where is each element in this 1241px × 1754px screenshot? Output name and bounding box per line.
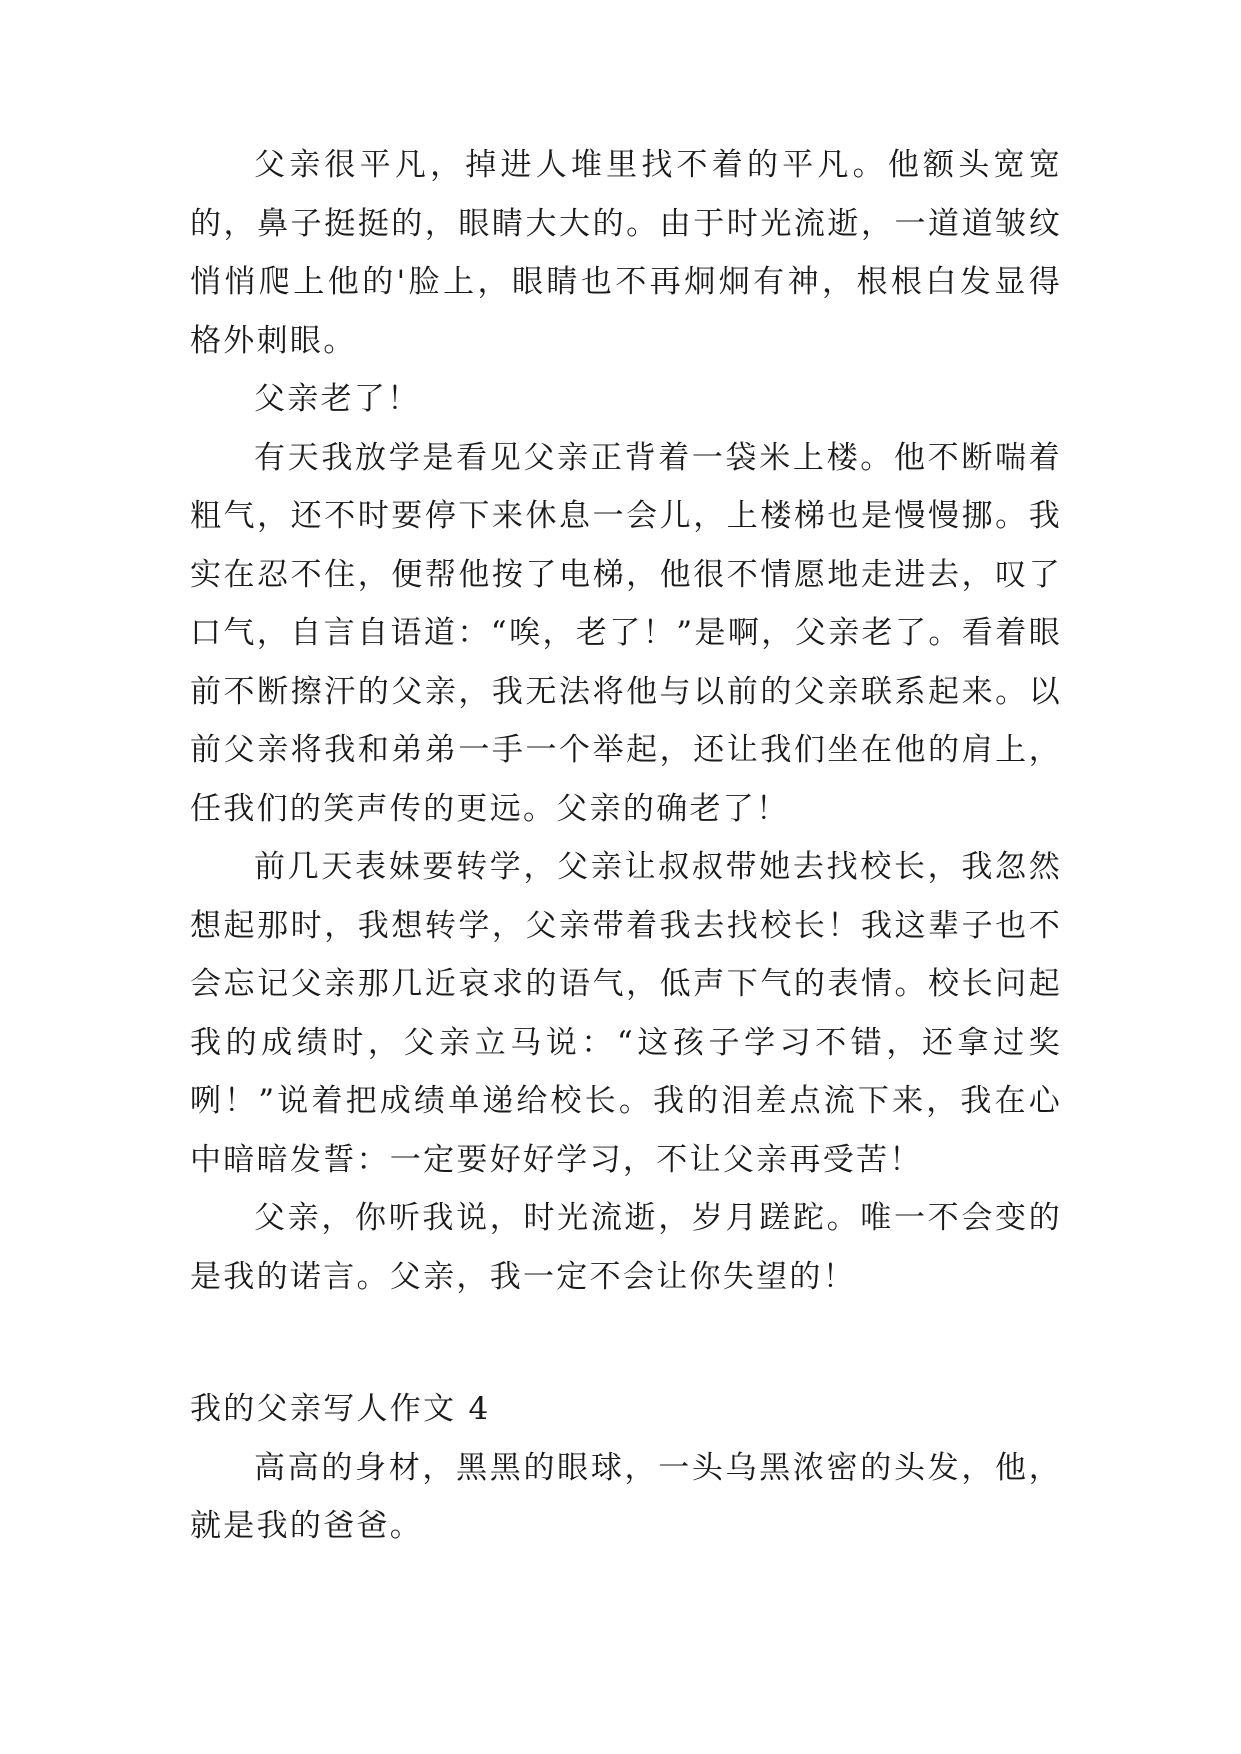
essay-section-1 (190, 136, 1062, 1306)
paragraph-carrying-rice: 有天我放学是看见父亲正背着一袋米上楼。他不断喘着粗气，还不时要停下来休息一会儿，上楼梯也是慢慢挪。我实在忍不住，便帮他按了电梯，他很不情愿地走进去，叹了口气，自言自语道：“唉，老了！”是啊，父亲老了。看着眼前不断擦汗的父亲，我无法将他与以前的父亲联系起来。以前父亲将我和弟弟一手一个举起，还让我们坐在他的肩上，任我们的笑声传的更远。父亲的确老了！ (190, 439, 1062, 827)
paragraph-father-appearance: 父亲很平凡，掉进人堆里找不着的平凡。他额头宽宽的，鼻子挺挺的，眼睛大大的。由于时光流逝，一道道皱纹悄悄爬上他的'脸上，眼睛也不再炯炯有神，根根白发显得格外刺眼。 (190, 147, 1062, 359)
paragraph-dad-description: 高高的身材，黑黑的眼球，一头乌黑浓密的头发，他，就是我的爸爸。 (190, 1449, 1062, 1544)
paragraph-father-old: 父亲老了！ (254, 381, 421, 417)
paragraph-school-transfer: 前几天表妹要转学，父亲让叔叔带她去找校长，我忽然想起那时，我想转学，父亲带着我去找校长！我这辈子也不会忘记父亲那几近哀求的语气，低声下气的表情。校长问起我的成绩时，父亲立马说：“这孩子学习不错，还拿过奖咧！”说着把成绩单递给校长。我的泪差点流下来，我在心中暗暗发誓：一定要好好学习，不让父亲再受苦！ (190, 849, 1062, 1178)
essay-section-2 (190, 1380, 1062, 1556)
paragraph-promise: 父亲，你听我说，时光流逝，岁月蹉跎。唯一不会变的是我的诺言。父亲，我一定不会让你失望的！ (190, 1200, 1062, 1295)
essay-heading: 我的父亲写人作文 4 (190, 1391, 491, 1427)
